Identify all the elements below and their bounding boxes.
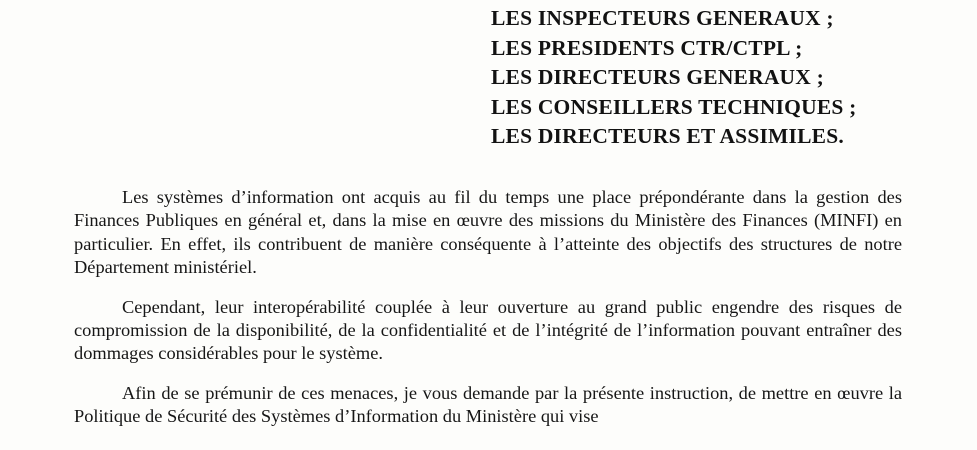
recipient-line: LES CONSEILLERS TECHNIQUES ; — [491, 94, 857, 119]
letter-body — [74, 186, 902, 445]
paragraph: Cependant, leur interopérabilité couplée à leur ouverture au grand public engendre des risques de compromission de la disponibilité, de la confidentialité et de l’intégrité de l’information pouvant entraîner des dommages considérables pour le système. — [74, 296, 902, 364]
recipient-line: LES DIRECTEURS GENERAUX ; — [491, 65, 824, 89]
recipient-line: LES DIRECTEURS ET ASSIMILES. — [491, 124, 844, 148]
paragraph: Les systèmes d’information ont acquis au fil du temps une place prépondérante dans la gestion des Finances Publiques en général et, dans la mise en œuvre des missions du Ministère des Finances (MINFI) en particulier. En effet, ils contribuent de manière conséquente à l’atteinte des objectifs des structures de notre Département ministériel. — [74, 187, 902, 278]
recipients-list — [491, 4, 856, 152]
recipient-line: LES PRESIDENTS CTR/CTPL ; — [491, 35, 803, 60]
recipient-line: LES INSPECTEURS GENERAUX ; — [491, 6, 834, 30]
paragraph: Afin de se prémunir de ces menaces, je vous demande par la présente instruction, de mettre en œuvre la Politique de Sécurité des Systèmes d’Information du Ministère qui vise — [74, 382, 902, 427]
